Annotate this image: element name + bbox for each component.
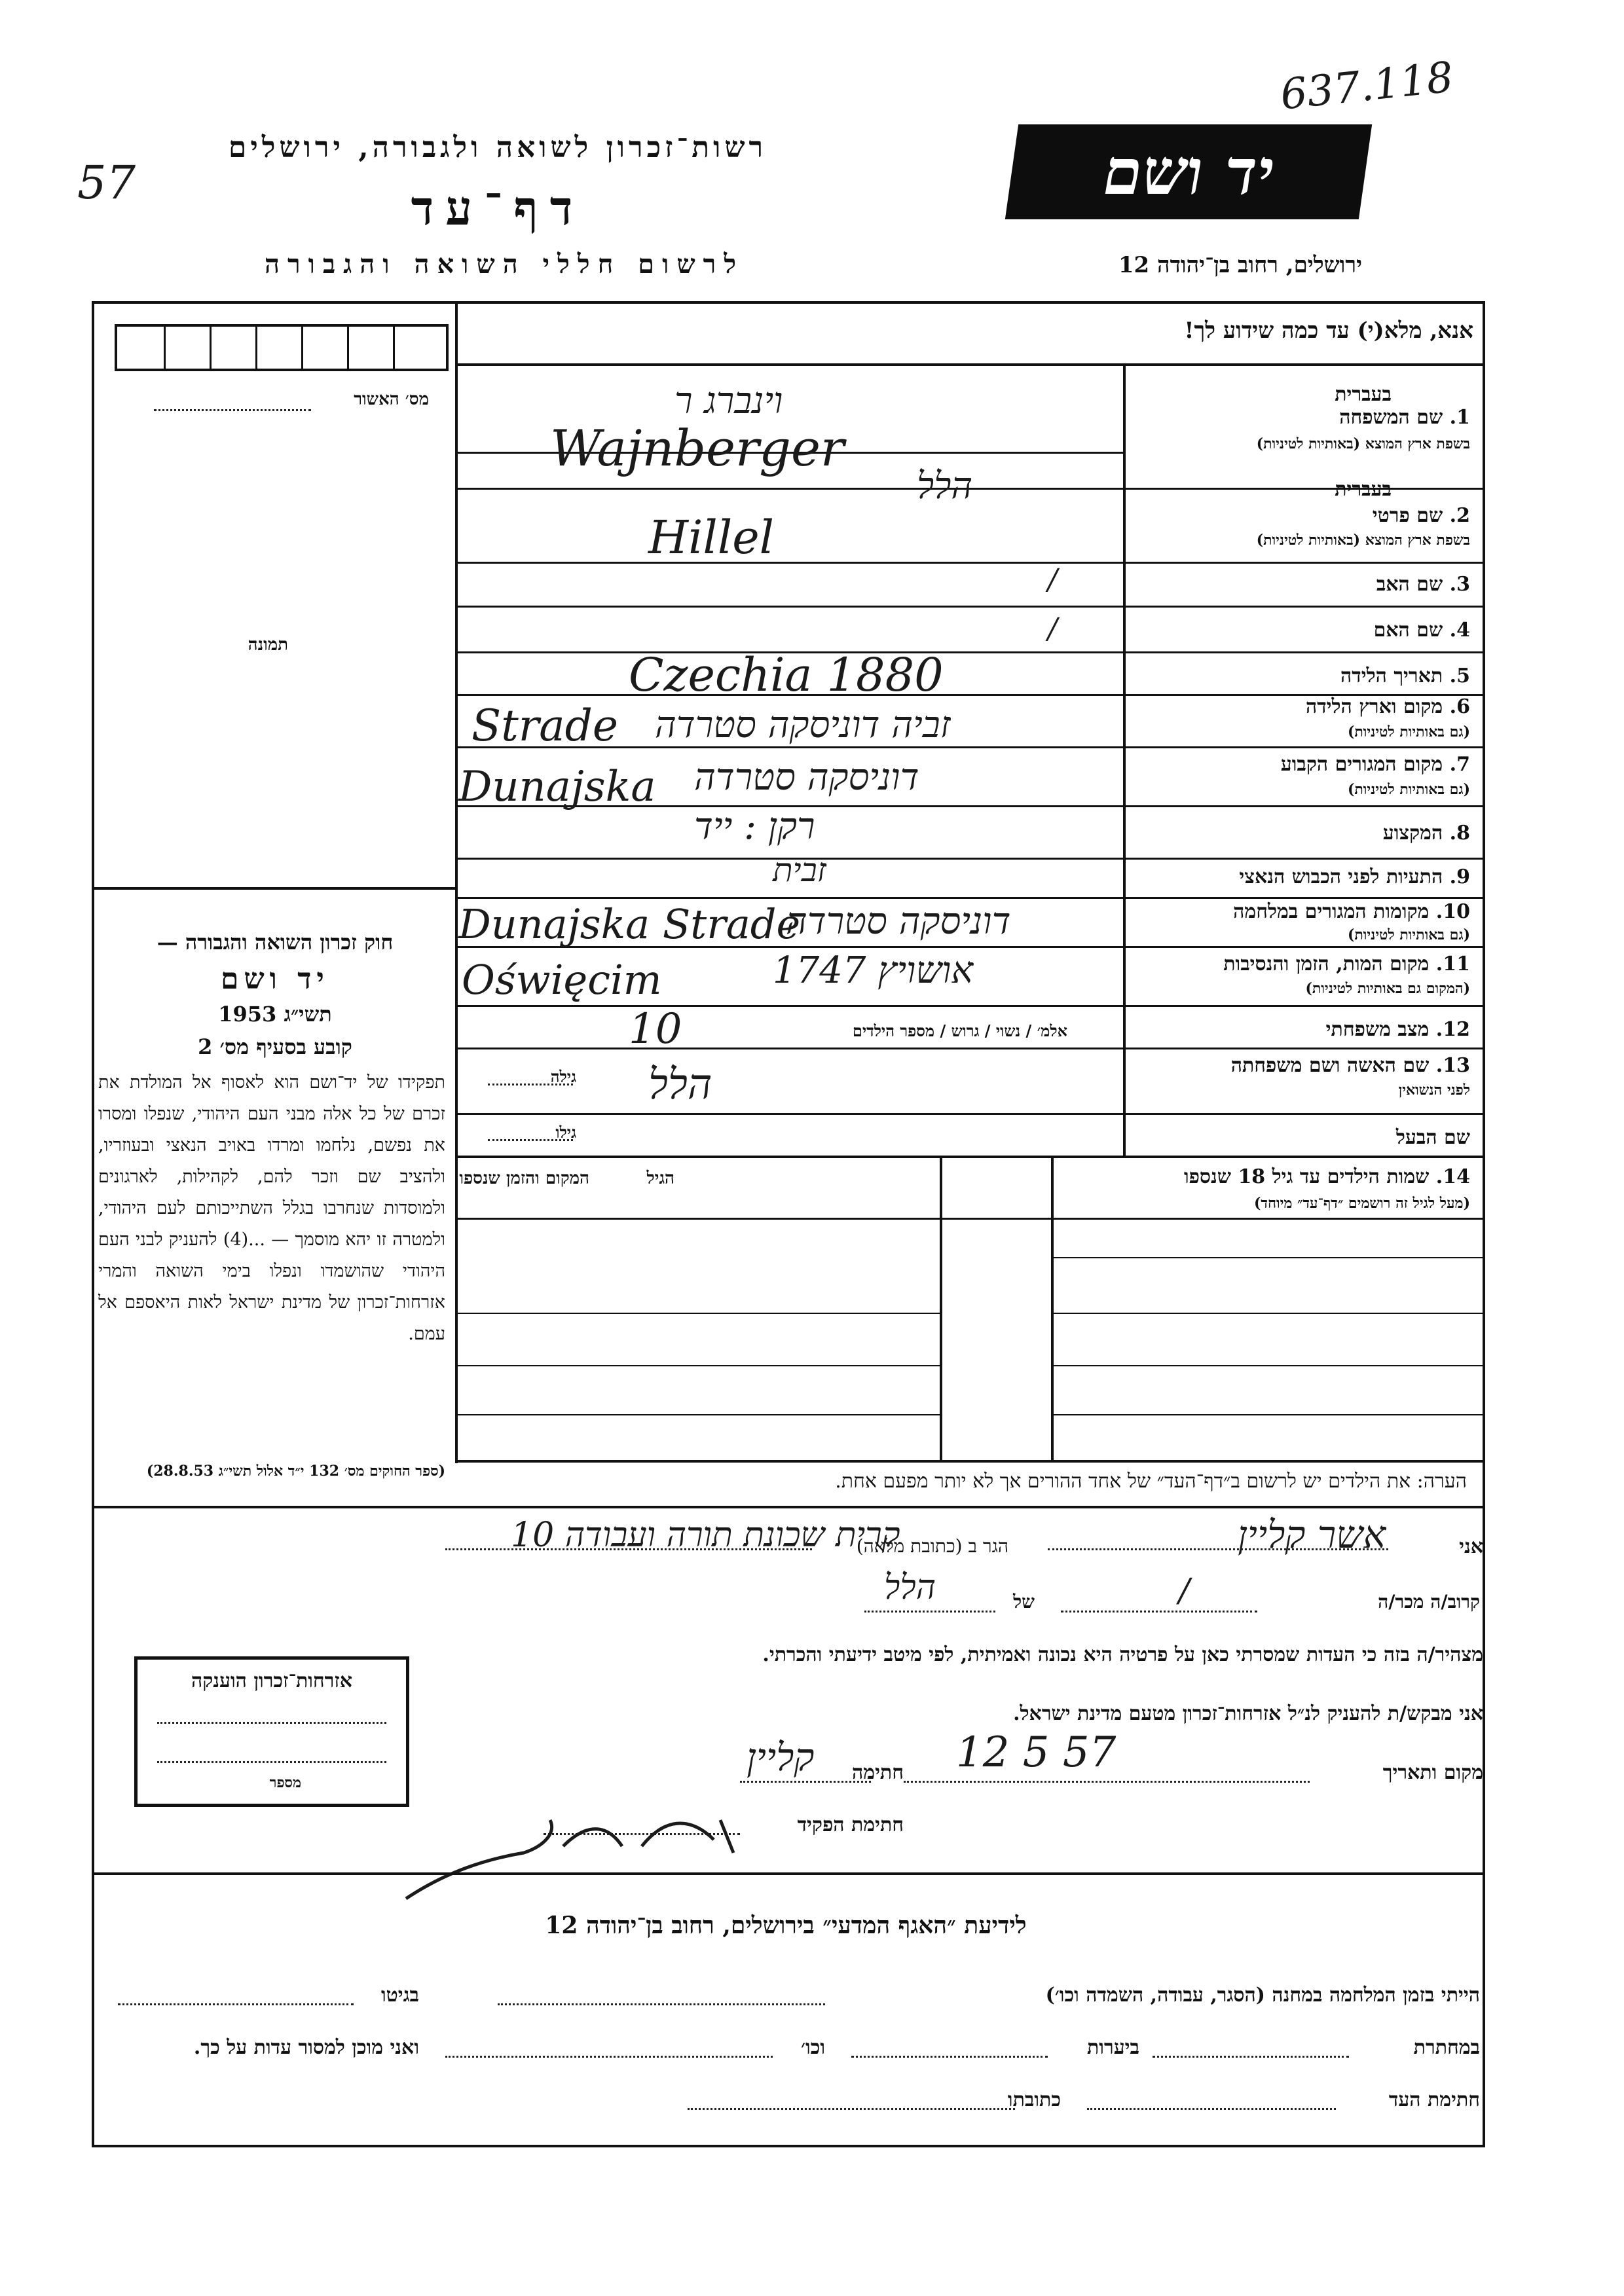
footer-line1-end: בגיטו: [380, 1984, 419, 2007]
declaration-text: מצהיר/ה בזה כי העדות שמסרתי כאן על פרטיה היא נכונה ואמיתית, לפי מיטב ידיעתי והכרתי.: [762, 1643, 1483, 1666]
field-6-note: (גם באותיות לטיניות): [1347, 723, 1470, 740]
field-5-value: Czechia 1880: [629, 648, 944, 702]
signature-value: קליין: [747, 1735, 815, 1779]
field-6-value-hebrew: זביה דוניסקה סטרדה: [655, 704, 951, 746]
field-2-note: בשפת ארץ המוצא (באותיות לטיניות): [1256, 532, 1470, 549]
date-value: 12 5 57: [956, 1728, 1116, 1777]
approval-label: מס׳ האשור: [354, 390, 429, 409]
law-title: חוק זכרון השואה והגבורה —: [157, 930, 394, 955]
footer-line1-start: הייתי בזמן המלחמה במחנה (הסגר, עבודה, השמדה וכו׳): [1045, 1984, 1480, 2007]
field-1-value-hebrew: וינברג ר: [674, 380, 783, 422]
of-value: הלל: [884, 1568, 936, 1607]
field-2-label: 2. שם פרטי: [1372, 504, 1470, 527]
form-purpose: לרשום חללי השואה והגבורה: [264, 249, 745, 280]
field-11-value-latin: Oświęcim: [462, 956, 662, 1004]
field-3-value: /: [1048, 563, 1058, 596]
field-11-note: (המקום גם באותיות לטיניות): [1305, 980, 1470, 997]
in-hebrew-label-2: בעברית: [1335, 478, 1392, 501]
field-12-label: 12. מצב משפחתי: [1325, 1018, 1470, 1041]
field-14-note: (מעל לגיל זה רושמים ״דף־עד״ מיוחד): [1253, 1195, 1470, 1212]
signature-label: חתימה: [852, 1761, 904, 1784]
declarant-name: אשר קליין: [1238, 1512, 1386, 1557]
field-10-label: 10. מקומות המגורים במלחמה: [1233, 900, 1470, 923]
field-1-label: 1. שם המשפחה: [1339, 406, 1470, 429]
address: ירושלים, רחוב בן־יהודה 12: [1118, 252, 1362, 278]
field-12-extra-label: אלמ׳ / נשוי / גרוש / מספר הילדים: [852, 1021, 1067, 1040]
field-8-label: 8. המקצוע: [1382, 822, 1470, 845]
relation-value: /: [1179, 1571, 1190, 1609]
officer-signature-label: חתימת הפקיד: [797, 1813, 904, 1836]
footer-line2-end: ואני מוכן למסור עדות על כך.: [193, 2036, 419, 2059]
field-13-value: הלל: [648, 1061, 712, 1109]
in-hebrew-label-1: בעברית: [1335, 383, 1392, 406]
law-name: יד ושם: [221, 962, 329, 996]
children-col-place: המקום והזמן שנספו: [459, 1169, 589, 1188]
field-4-value: /: [1048, 612, 1058, 646]
footer-line2-b: ביערות: [1086, 2036, 1139, 2059]
footer-line2-a: במחתרת: [1413, 2036, 1480, 2059]
request-text: אני מבקש/ת להעניק לנ״ל אזרחות־זכרון מטעם מדינת ישראל.: [1013, 1702, 1483, 1725]
field-11-label: 11. מקום המות, הזמן והנסיבות: [1223, 953, 1470, 975]
relation-label: קרוב/ה מכר/ה: [1378, 1591, 1480, 1613]
field-husband-label: שם הבעל: [1395, 1126, 1470, 1149]
citizenship-number-label: מספר: [269, 1774, 301, 1791]
field-12-value: 10: [629, 1005, 682, 1053]
field-8-value: רקן : ייד: [694, 805, 815, 848]
address-label: הגר ב (כתובת מלאה): [856, 1535, 1008, 1557]
field-3-label: 3. שם האב: [1376, 573, 1470, 596]
margin-number: 57: [77, 156, 136, 210]
form-instruction: אנא, מלא(י) עד כמה שידוע לך!: [1184, 318, 1473, 344]
field-2-value-hebrew: הלל: [917, 465, 973, 507]
archive-number: 637.118: [1278, 53, 1456, 120]
declarant-name-label: אני: [1459, 1535, 1483, 1558]
field-5-label: 5. תאריך הלידה: [1340, 665, 1470, 687]
declarant-address: קרית שכונת תורה ועבודה 10: [511, 1516, 900, 1555]
yad-vashem-logo: [1005, 124, 1372, 219]
authority-name: רשות־זכרון לשואה ולגבורה, ירושלים: [228, 131, 767, 164]
footer-line2-c: וכו׳: [801, 2036, 825, 2059]
children-col-age: הגיל: [646, 1169, 674, 1188]
field-2-value-latin: Hillel: [648, 511, 775, 564]
of-label: של: [1013, 1591, 1035, 1613]
field-9-label: 9. התעיות לפני הכבוש הנאצי: [1239, 866, 1470, 888]
field-10-value-hebrew: דוניסקה סטרדה: [786, 900, 1011, 943]
law-reference: (ספר החוקים מס׳ 132 י״ד אלול תשי״ג 28.8.53): [146, 1463, 445, 1480]
field-6-value-latin: Strade: [471, 701, 618, 751]
field-1-value-latin: Wajnberger: [550, 419, 845, 477]
officer-signature: [393, 1781, 760, 1912]
field-14-label: 14. שמות הילדים עד גיל 18 שנספו: [1183, 1165, 1470, 1188]
remark: הערה: את הילדים יש לרשום ב״דף־העד״ של אחד ההורים אך לא יותר מפעם אחת.: [835, 1470, 1467, 1493]
field-10-note: (גם באותיות לטיניות): [1347, 926, 1470, 943]
logo-text: יד ושם: [1103, 135, 1274, 209]
photo-label: תמונה: [248, 635, 288, 655]
footer-title: לידיעת ״האגף המדעי״ בירושלים, רחוב בן־יהודה 12: [545, 1912, 1027, 1939]
field-1-note: בשפת ארץ המוצא (באותיות לטיניות): [1256, 435, 1470, 452]
law-year: תשי״ג 1953: [218, 1002, 332, 1027]
field-6-label: 6. מקום וארץ הלידה: [1305, 695, 1470, 718]
field-7-label: 7. מקום המגורים הקבוע: [1280, 753, 1470, 776]
field-13-label: 13. שם האשה ושם משפחתה: [1230, 1054, 1470, 1077]
place-date-label: מקום ותאריך: [1382, 1761, 1483, 1784]
field-9-value: זבית: [773, 851, 826, 889]
citizenship-box-title: אזרחות־זכרון הוענקה: [191, 1669, 353, 1692]
field-4-label: 4. שם האם: [1373, 619, 1470, 642]
field-7-value-hebrew: דוניסקה סטרדה: [694, 756, 919, 799]
footer-line3-a: חתימת העד: [1388, 2088, 1480, 2111]
footer-line3-b: כתובתו: [1007, 2088, 1061, 2111]
field-11-value-hebrew: אושויץ 1747: [773, 949, 974, 992]
field-13-note: לפני הנשואין: [1398, 1082, 1470, 1099]
field-husband-age-label: גילו: [555, 1123, 576, 1142]
field-10-value-latin: Dunajska Strade: [458, 900, 801, 948]
form-title: דף־עד: [411, 180, 585, 236]
field-13-age-label: גילה: [550, 1067, 576, 1086]
law-text: תפקידו של יד־ושם הוא לאסוף אל המולדת את זכרם של כל אלה מבני העם היהודי, שנפלו ומסרו את נפשם, נלחמו ומרדו באויב הנאצי ובעוזריו, ולהציב שם וזכר להם, לקהילות, לארגונים ולמוסדות שנחרבו בגלל השתייכותם לעם היהודי, ולמטרה זו יהא מוסמך — ...(4) להעניק לבני העם היהודי שהושמדו ונפלו בימי השואה והמרי אזרחות־זכרון של מדינת ישראל לאות היאספם אל עמם.: [98, 1072, 445, 1344]
field-7-note: (גם באותיות לטיניות): [1347, 781, 1470, 798]
field-7-value-latin: Dunajska: [458, 763, 656, 811]
law-clause: קובע בסעיף מס׳ 2: [198, 1034, 352, 1059]
